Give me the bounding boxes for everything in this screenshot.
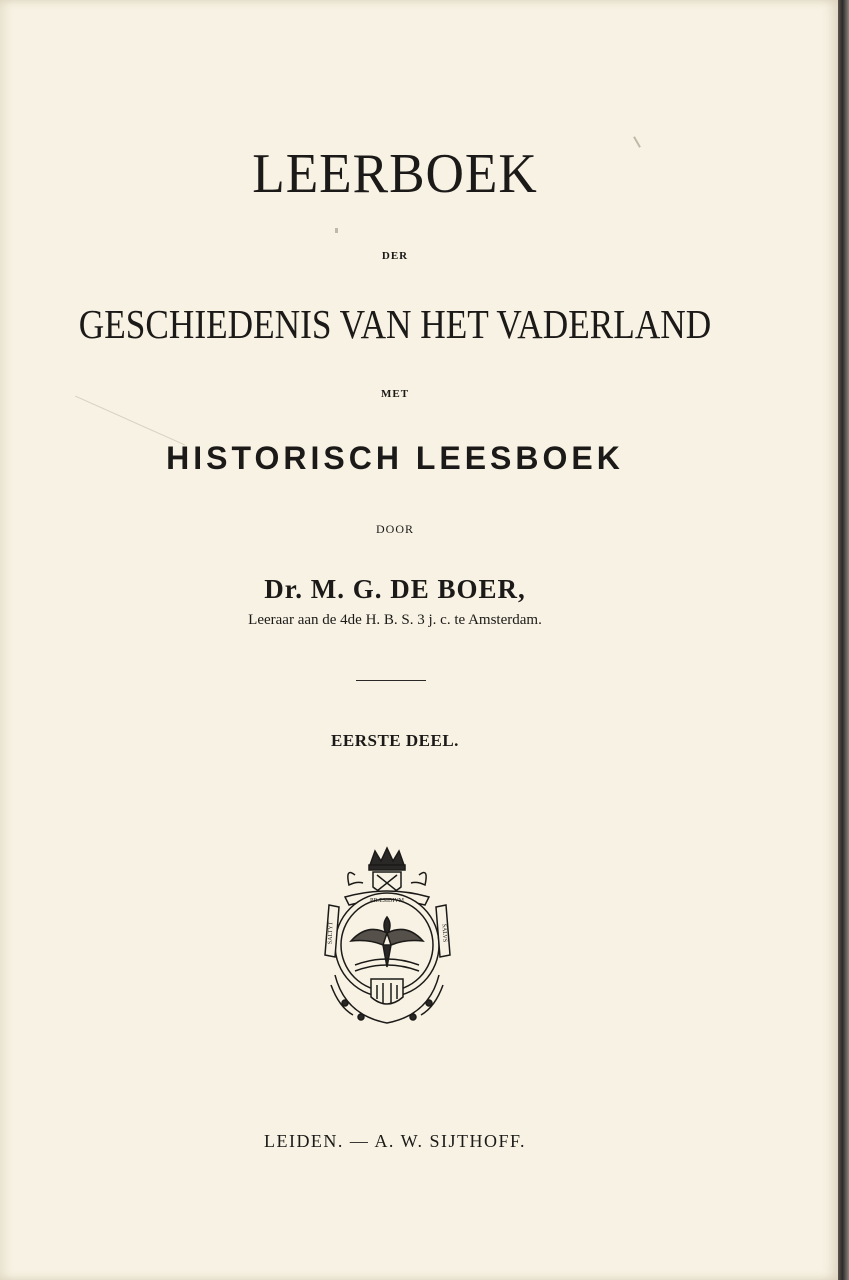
connector-met: MET (380, 388, 410, 400)
emblem-motto-right: SALVS (440, 923, 448, 943)
author-role: Leeraar aan de 4de H. B. S. 3 j. c. te Amsterdam. (248, 612, 542, 628)
divider-rule (356, 680, 426, 681)
author-name: Dr. M. G. DE BOER, (264, 574, 526, 604)
page-edge (838, 0, 849, 1280)
book-title: LEERBOEK (252, 143, 538, 205)
emblem-motto-top: PRÆSIDIVM (369, 898, 405, 904)
ink-speck (335, 228, 338, 233)
connector-der: DER (381, 250, 409, 262)
publisher-imprint: LEIDEN. — A. W. SIJTHOFF. (263, 1131, 527, 1151)
book-subtitle-2: HISTORISCH LEESBOEK (166, 440, 624, 476)
connector-door: DOOR (375, 522, 414, 536)
book-subtitle: GESCHIEDENIS VAN HET VADERLAND (78, 301, 712, 347)
paper-crease (75, 396, 185, 446)
volume-label: EERSTE DEEL. (331, 731, 459, 750)
publisher-emblem-icon (305, 845, 470, 1030)
emblem-motto-left: SALTYT (327, 921, 335, 945)
